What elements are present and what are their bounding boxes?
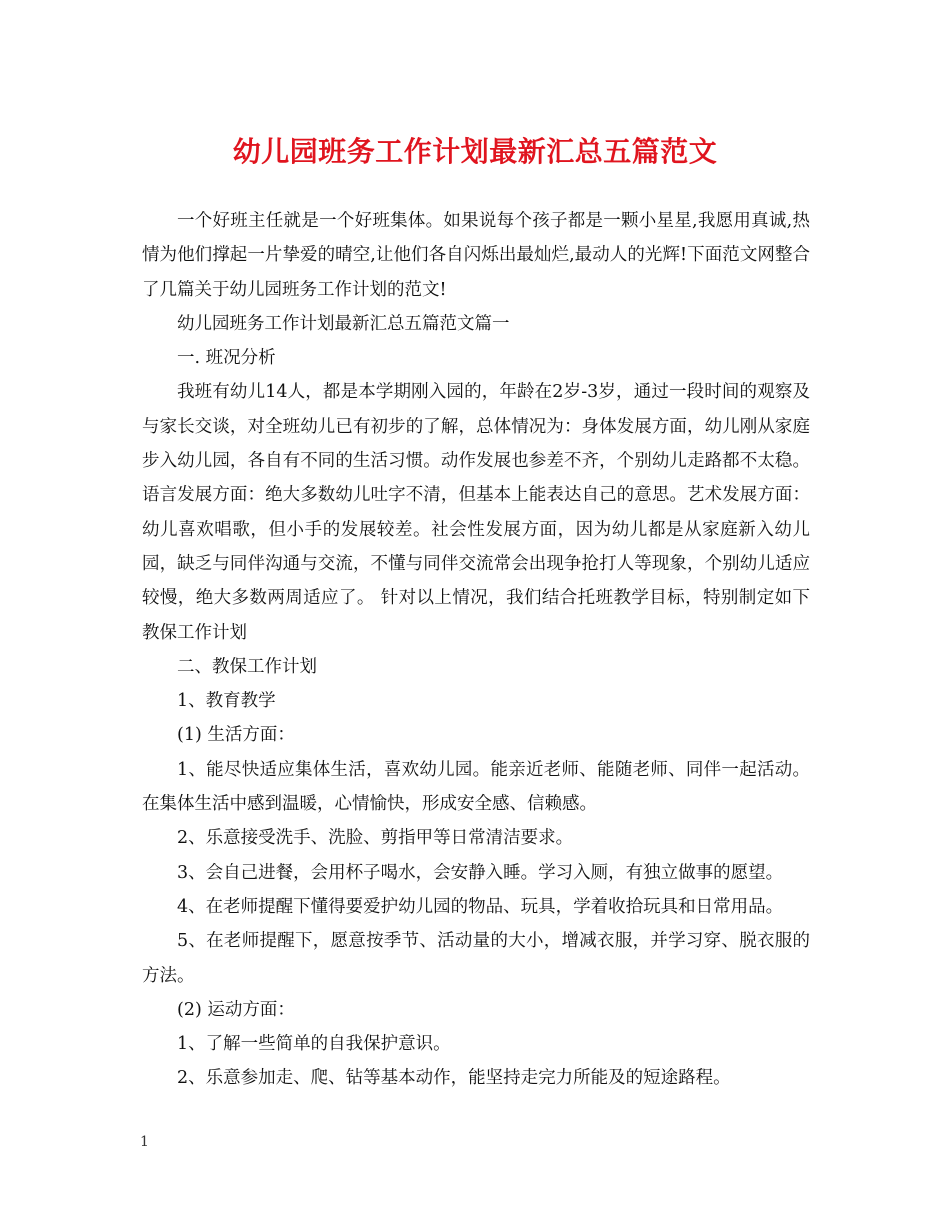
paragraph-class-analysis: 我班有幼儿14人，都是本学期刚入园的，年龄在2岁-3岁，通过一段时间的观察及与家长交谈，对全班幼儿已有初步的了解，总体情况为：身体发展方面，幼儿刚从家庭步入幼儿园，各自有不同的生活习惯。动作发展也参差不齐，个别幼儿走路都不太稳。语言发展方面：绝大多数幼儿吐字不清，但基本上能表达自己的意思。艺术发展方面：幼儿喜欢唱歌，但小手的发展较差。社会性发展方面，因为幼儿都是从家庭新入幼儿园，缺乏与同伴沟通与交流，不懂与同伴交流常会出现争抢打人等现象，个别幼儿适应较慢，绝大多数两周适应了。 针对以上情况，我们结合托班教学目标，特别制定如下教保工作计划 [142, 382, 810, 643]
paragraph-sports-item-2: 2、乐意参加走、爬、钻等基本动作，能坚持走完力所能及的短途路程。 [177, 1068, 731, 1089]
paragraph-intro: 一个好班主任就是一个好班集体。如果说每个孩子都是一颗小星星,我愿用真诚,热情为他们撑起一片挚爱的晴空,让他们各自闪烁出最灿烂,最动人的光辉!下面范文网整合了几篇关于幼儿园班务工作计划的范文! [142, 211, 810, 300]
paragraph-sports-item-1: 1、了解一些简单的自我保护意识。 [177, 1034, 451, 1055]
paragraph-heading-class-analysis: 一. 班况分析 [177, 348, 276, 369]
paragraph-life-item-4: 4、在老师提醒下懂得要爱护幼儿园的物品、玩具，学着收拾玩具和日常用品。 [177, 896, 784, 917]
paragraph-heading-sports: (2) 运动方面： [177, 999, 295, 1020]
paragraph-life-item-5: 5、在老师提醒下，愿意按季节、活动量的大小，增减衣服，并学习穿、脱衣服的方法。 [142, 931, 810, 986]
paragraph-life-item-1: 1、能尽快适应集体生活，喜欢幼儿园。能亲近老师、能随老师、同伴一起活动。在集体生活中感到温暖，心情愉快，形成安全感、信赖感。 [142, 759, 810, 815]
document-body [142, 204, 810, 1096]
paragraph-heading-life: (1) 生活方面： [177, 725, 295, 746]
document-title: 幼儿园班务工作计划最新汇总五篇范文 [232, 135, 718, 168]
paragraph-life-item-3: 3、会自己进餐，会用杯子喝水，会安静入睡。学习入厕，有独立做事的愿望。 [177, 862, 784, 883]
paragraph-heading-plan: 二、教保工作计划 [177, 656, 317, 677]
page-number: 1 [140, 1134, 149, 1150]
paragraph-life-item-2: 2、乐意接受洗手、洗脸、剪指甲等日常清洁要求。 [177, 828, 574, 849]
paragraph-section-heading: 幼儿园班务工作计划最新汇总五篇范文篇一 [177, 313, 510, 334]
paragraph-heading-education: 1、教育教学 [177, 691, 276, 712]
